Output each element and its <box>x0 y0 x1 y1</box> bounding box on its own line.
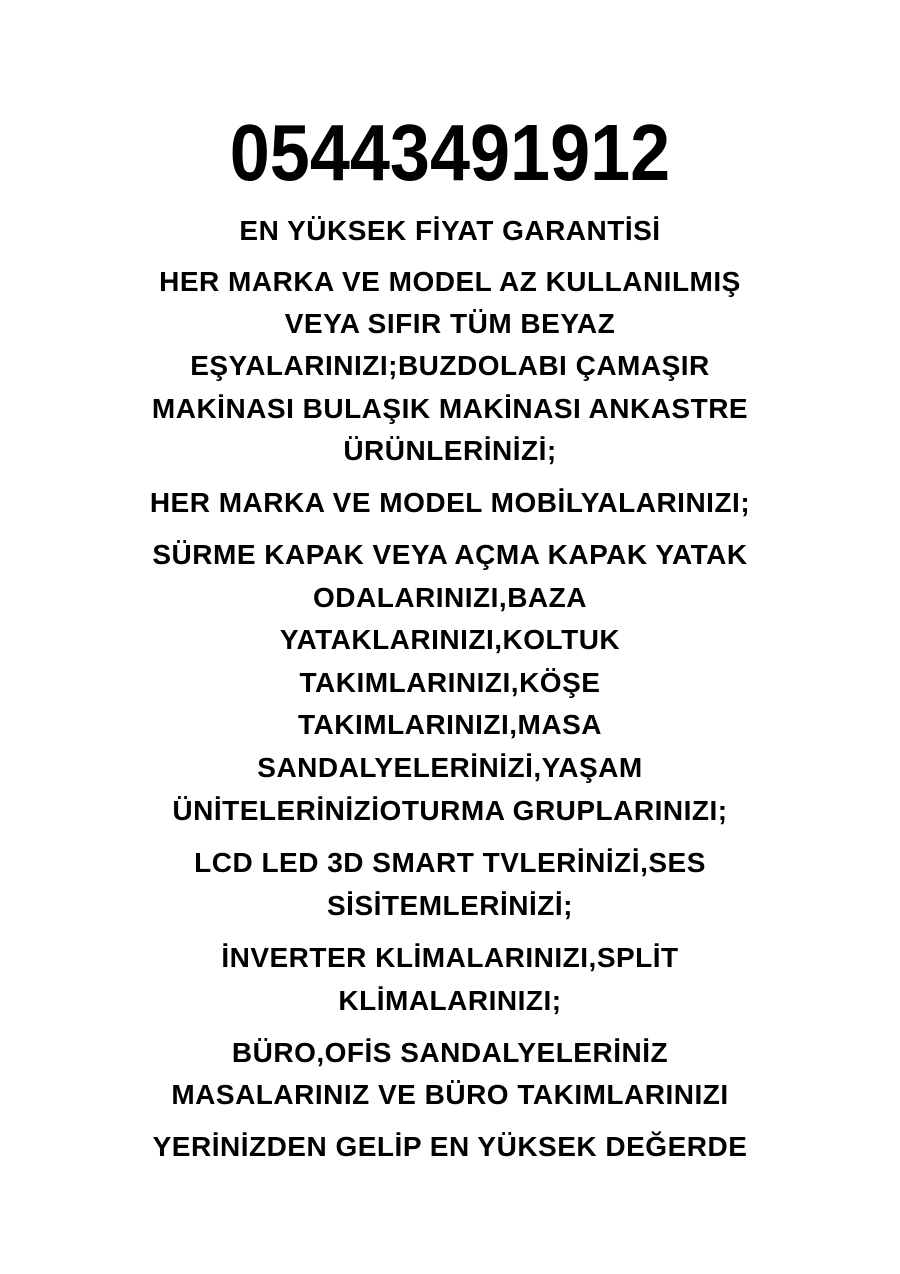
text-line: KLİMALARINIZI; <box>338 985 562 1016</box>
text-line: HER MARKA VE MODEL MOBİLYALARINIZI; <box>149 487 751 518</box>
text-line: İNVERTER KLİMALARINIZI,SPLİT <box>221 942 679 973</box>
text-line: EŞYALARINIZI;BUZDOLABI ÇAMAŞIR <box>190 350 710 381</box>
text-line: HER MARKA VE MODEL AZ KULLANILMIŞ <box>159 266 741 297</box>
phone-number: 05443491912 <box>229 108 671 197</box>
text-line: LCD LED 3D SMART TVLERİNİZİ,SES <box>194 847 706 878</box>
text-line: SİSİTEMLERİNİZİ; <box>327 890 573 921</box>
text-line: YERİNİZDEN GELİP EN YÜKSEK DEĞERDE <box>152 1131 748 1162</box>
text-line: ÜRÜNLERİNİZİ; <box>343 435 557 466</box>
text-line: YATAKLARINIZI,KOLTUK <box>279 624 621 655</box>
text-line: TAKIMLARINIZI,MASA <box>298 709 602 740</box>
headline: EN YÜKSEK FİYAT GARANTİSİ <box>239 215 661 246</box>
text-line: SÜRME KAPAK VEYA AÇMA KAPAK YATAK <box>152 539 748 570</box>
text-line: VEYA SIFIR TÜM BEYAZ <box>284 308 616 339</box>
text-line: TAKIMLARINIZI,KÖŞE <box>299 667 601 698</box>
text-line: MAKİNASI BULAŞIK MAKİNASI ANKASTRE <box>151 393 749 424</box>
text-line: BÜRO,OFİS SANDALYELERİNİZ <box>231 1037 669 1068</box>
text-line: SANDALYELERİNİZİ,YAŞAM <box>257 752 643 783</box>
text-line: ODALARINIZI,BAZA <box>313 582 587 613</box>
text-line: MASALARINIZ VE BÜRO TAKIMLARINIZI <box>171 1079 729 1110</box>
text-line: ÜNİTELERİNİZİOTURMA GRUPLARINIZI; <box>172 795 728 826</box>
